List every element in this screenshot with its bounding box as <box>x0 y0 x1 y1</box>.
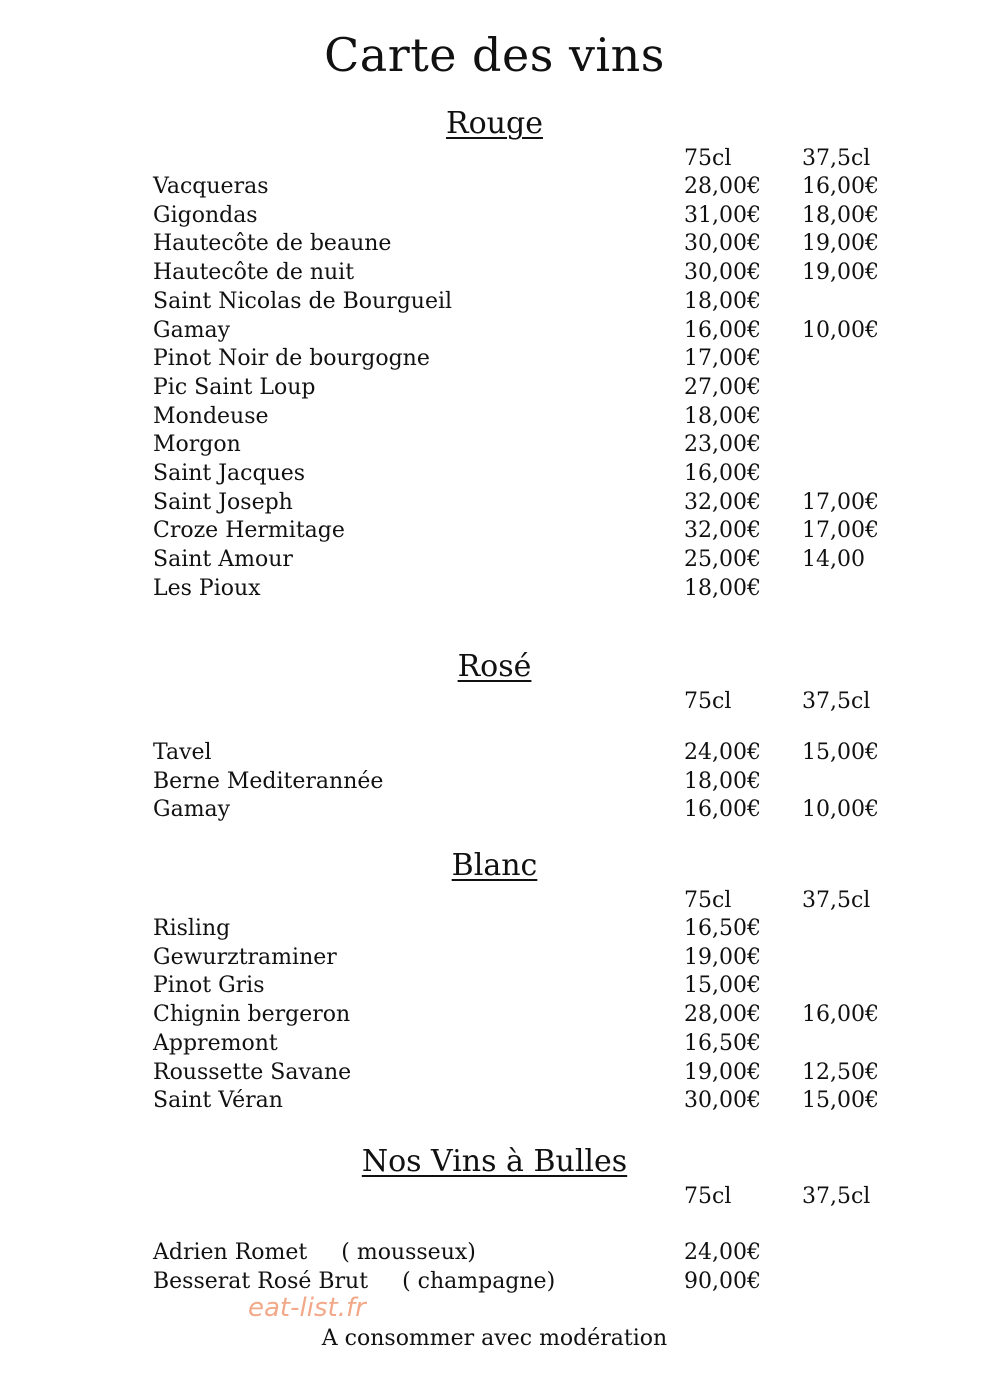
wine-row <box>0 1002 989 1031</box>
price-75cl: 18,00€ <box>684 288 761 314</box>
price-75cl: 24,00€ <box>684 740 761 765</box>
wine-name-label: Appremont <box>153 1030 278 1056</box>
wine-name-label: Saint Amour <box>153 547 293 573</box>
column-header-75cl: 75cl <box>684 689 732 714</box>
wine-name-label: Saint Nicolas de Bourgueil <box>153 288 453 314</box>
wine-name-label: Les Pioux <box>153 575 261 601</box>
wine-row <box>0 1240 989 1269</box>
price-75cl: 24,00€ <box>684 1240 761 1265</box>
wine-name-label: Adrien Romet <box>153 1240 308 1265</box>
wine-name-label: Tavel <box>153 740 212 765</box>
wine-name <box>153 490 293 515</box>
wine-row <box>0 797 989 826</box>
price-75cl: 16,50€ <box>684 916 761 941</box>
price-37-5cl: 12,50€ <box>802 1059 879 1085</box>
section-title: Blanc <box>451 848 538 883</box>
price-75cl: 32,00€ <box>684 518 761 544</box>
column-header-37-5cl: 37,5cl <box>802 689 871 714</box>
wine-row <box>0 945 989 974</box>
wine-row <box>0 203 989 232</box>
wine-name-label: Pinot Noir de bourgogne <box>153 346 430 372</box>
wine-name-label: Hautecôte de nuit <box>153 260 355 286</box>
wine-name <box>153 973 265 998</box>
column-header-37-5cl: 37,5cl <box>802 146 871 171</box>
column-header-37-5cl: 37,5cl <box>802 1184 871 1209</box>
wine-name-label: Vacqueras <box>153 174 269 199</box>
wine-name <box>153 1060 351 1085</box>
price-75cl: 16,50€ <box>684 1030 761 1056</box>
wine-name <box>153 346 430 371</box>
wine-name <box>153 547 293 572</box>
wine-row <box>0 375 989 404</box>
price-75cl: 30,00€ <box>684 1088 761 1114</box>
wine-name <box>153 1269 555 1294</box>
wine-name <box>153 432 241 457</box>
section-title: Rosé <box>457 649 532 684</box>
wine-name <box>153 203 258 228</box>
wine-name-label: Gewurztraminer <box>153 944 337 970</box>
wine-name <box>153 576 261 601</box>
price-37-5cl: 15,00€ <box>802 1088 879 1114</box>
watermark-text: eat-list.fr <box>248 1293 366 1323</box>
price-75cl: 19,00€ <box>684 1059 761 1085</box>
wine-name-label: Pinot Gris <box>153 973 265 999</box>
wine-row <box>0 973 989 1002</box>
wine-row <box>0 518 989 547</box>
wine-row <box>0 289 989 318</box>
wine-row <box>0 461 989 490</box>
price-75cl: 28,00€ <box>684 1002 761 1028</box>
price-37-5cl: 19,00€ <box>802 231 879 257</box>
wine-name-label: Saint Jacques <box>153 461 306 486</box>
wine-type-note: ( mousseux) <box>341 1240 476 1265</box>
price-75cl: 16,00€ <box>684 317 761 343</box>
footer-note: A consommer avec modération <box>321 1326 668 1351</box>
price-37-5cl: 10,00€ <box>802 317 879 343</box>
wine-row <box>0 346 989 375</box>
wine-row <box>0 547 989 576</box>
wine-name-label: Gigondas <box>153 202 258 228</box>
price-75cl: 23,00€ <box>684 432 761 458</box>
wine-name <box>153 260 354 285</box>
price-75cl: 16,00€ <box>684 461 761 486</box>
section-title: Nos Vins à Bulles <box>361 1144 628 1179</box>
price-37-5cl: 17,00€ <box>802 518 879 544</box>
wine-name <box>153 1240 476 1265</box>
wine-name-label: Morgon <box>153 432 241 458</box>
wine-row <box>0 432 989 461</box>
price-37-5cl: 19,00€ <box>802 260 879 286</box>
wine-name <box>153 1002 350 1027</box>
price-75cl: 19,00€ <box>684 944 761 970</box>
wine-name-label: Pic Saint Loup <box>153 374 316 400</box>
price-75cl: 18,00€ <box>684 403 761 429</box>
wine-row <box>0 576 989 605</box>
wine-name-label: Hautecôte de beaune <box>153 231 392 257</box>
wine-row <box>0 1088 989 1117</box>
wine-name-label: Besserat Rosé Brut <box>153 1268 369 1294</box>
wine-name <box>153 174 269 199</box>
price-37-5cl: 16,00€ <box>802 1002 879 1028</box>
wine-row <box>0 231 989 260</box>
price-75cl: 27,00€ <box>684 374 761 400</box>
price-37-5cl: 18,00€ <box>802 202 879 228</box>
price-75cl: 16,00€ <box>684 797 761 823</box>
wine-name <box>153 375 316 400</box>
price-75cl: 30,00€ <box>684 231 761 257</box>
wine-row <box>0 318 989 347</box>
wine-name <box>153 797 230 822</box>
price-37-5cl: 15,00€ <box>802 740 879 765</box>
wine-name <box>153 1088 283 1113</box>
wine-row <box>0 769 989 798</box>
column-header-37-5cl: 37,5cl <box>802 888 871 913</box>
wine-name <box>153 461 305 486</box>
wine-row <box>0 1031 989 1060</box>
wine-name-label: Chignin bergeron <box>153 1002 351 1028</box>
wine-row <box>0 490 989 519</box>
wine-name <box>153 945 337 970</box>
column-header-75cl: 75cl <box>684 146 732 171</box>
wine-name-label: Mondeuse <box>153 403 269 429</box>
wine-name <box>153 518 345 543</box>
price-37-5cl: 16,00€ <box>802 174 879 199</box>
price-75cl: 28,00€ <box>684 174 761 199</box>
wine-name-label: Gamay <box>153 317 231 343</box>
wine-row <box>0 260 989 289</box>
price-75cl: 32,00€ <box>684 489 761 515</box>
section-title: Rouge <box>446 106 543 141</box>
wine-name <box>153 740 212 765</box>
wine-name <box>153 769 383 794</box>
price-37-5cl: 10,00€ <box>802 797 879 823</box>
wine-name-label: Gamay <box>153 797 231 823</box>
wine-name <box>153 231 391 256</box>
wine-name-label: Saint Joseph <box>153 489 293 515</box>
wine-name <box>153 289 452 314</box>
wine-name <box>153 404 269 429</box>
price-75cl: 18,00€ <box>684 768 761 794</box>
price-75cl: 31,00€ <box>684 202 761 228</box>
price-75cl: 17,00€ <box>684 346 761 372</box>
wine-type-note: ( champagne) <box>402 1268 556 1294</box>
wine-name-label: Risling <box>153 916 231 941</box>
wine-name-label: Berne Mediterannée <box>153 768 384 794</box>
wine-row <box>0 404 989 433</box>
wine-row <box>0 740 989 769</box>
column-header-75cl: 75cl <box>684 1184 732 1209</box>
wine-row <box>0 916 989 945</box>
wine-name <box>153 916 230 941</box>
wine-name-label: Roussette Savane <box>153 1059 352 1085</box>
wine-row <box>0 1060 989 1089</box>
price-75cl: 18,00€ <box>684 575 761 601</box>
price-75cl: 25,00€ <box>684 547 761 573</box>
price-75cl: 90,00€ <box>684 1268 761 1294</box>
wine-name-label: Saint Véran <box>153 1088 283 1114</box>
wine-name <box>153 1031 278 1056</box>
wine-row <box>0 174 989 203</box>
column-header-75cl: 75cl <box>684 888 732 913</box>
price-37-5cl: 14,00 <box>802 547 865 573</box>
price-75cl: 15,00€ <box>684 973 761 999</box>
price-75cl: 30,00€ <box>684 260 761 286</box>
price-37-5cl: 17,00€ <box>802 489 879 515</box>
page-title: Carte des vins <box>324 28 665 82</box>
wine-name-label: Croze Hermitage <box>153 518 345 544</box>
wine-name <box>153 318 230 343</box>
wine-row <box>0 1269 989 1298</box>
